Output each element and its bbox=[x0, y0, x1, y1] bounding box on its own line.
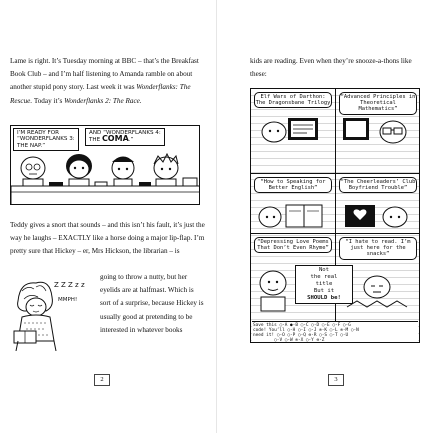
book-cheerleaders-club bbox=[337, 175, 419, 231]
kid-heart-book-drawing bbox=[337, 195, 419, 231]
code-label-1: Save this bbox=[253, 323, 277, 328]
book-cover-grid bbox=[250, 88, 420, 343]
para1-title-race: Wonderflanks 2: The Race. bbox=[64, 96, 142, 105]
grid-divider-row2 bbox=[251, 233, 420, 234]
speech-bubble-right bbox=[85, 128, 165, 146]
mumble-text: MMPH! bbox=[58, 297, 78, 303]
illustration-sleeping-librarian bbox=[10, 271, 98, 351]
book-title-depressing-love-poems: “Depressing Love Poems That Don’t Even Rhyme” bbox=[254, 237, 332, 253]
book-title-hate-to-read: “I hate to read. I’m just here for the snacks” bbox=[339, 237, 417, 260]
code-letters-3: ○-O ○-P ○-Q ⊗-R ○-S ○-T ○-U bbox=[276, 333, 349, 338]
page-number-right: 3 bbox=[328, 374, 344, 386]
code-letters-2: ○-H ○-I ○-J ⊗-K ○-L ⊗-M ○-N bbox=[287, 328, 359, 333]
code-letters-4: ○-V ○-W ⊗-X ○-Y ⊗-Z bbox=[274, 338, 325, 343]
paragraph-hickey: going to throw a nutty, but her eyelids are at halfmast. Which is sort of a surprise, because Hickey is usually good at pretending to be interested in whatever books bbox=[100, 273, 204, 334]
note-line-2: the real bbox=[310, 274, 338, 280]
speech-bubble-left: I’M READY FOR “WONDERFLANKS 3: THE NAP.” bbox=[13, 128, 79, 151]
code-label-2: code! You’ll bbox=[253, 328, 285, 333]
kid-open-book-drawing bbox=[252, 195, 334, 231]
book-title-cheerleaders-club: “The Cheerleaders’ Club Boyfriend Trouble” bbox=[339, 177, 417, 193]
para1-text-b: Today it’s bbox=[32, 96, 65, 105]
comic-panel-classroom bbox=[10, 125, 200, 205]
speech-right-post: .” bbox=[128, 137, 134, 144]
secret-code-key bbox=[252, 321, 418, 341]
page-number-left: 2 bbox=[94, 374, 110, 386]
book-title-elf-wars: Elf Wars of Darthon: The Dragonsbane Trilogy bbox=[254, 92, 332, 108]
kid-reading-drawing bbox=[252, 96, 334, 146]
not-the-real-title-note bbox=[295, 265, 353, 304]
book-advanced-principles bbox=[337, 90, 419, 146]
grid-divider-row1 bbox=[251, 173, 420, 174]
librarian-drawing bbox=[10, 271, 98, 351]
left-page bbox=[0, 0, 216, 433]
book-how-to-speaking bbox=[252, 175, 334, 231]
speech-right-pre: AND “WONDERFLANKS 4: THE bbox=[89, 130, 161, 144]
kid-with-note-drawing bbox=[255, 253, 295, 313]
para1-title-rescue: Wonderflanks: The Rescue. bbox=[10, 83, 191, 105]
book-elf-wars bbox=[252, 90, 334, 146]
para1-text-a: Lame is right. It’s Tuesday morning at BBC – that’s the Breakfast Book Club – and I’m half listening to Amanda ramble on about another stupid pony story. Last week it was bbox=[10, 57, 199, 92]
paragraph-teddy-snort: Teddy gives a snort that sounds – and this isn’t his fault, it’s just the way he laughs – EXACTLY like a horse doing a major lip-flap. I’m pretty sure that Hickey – er, Mrs Hickson, the librarian – is bbox=[10, 221, 205, 256]
code-row-4 bbox=[253, 338, 417, 343]
note-line-1: Not bbox=[318, 267, 330, 273]
book-title-advanced-principles: “Advanced Principles in Theoretical Mathematics” bbox=[339, 92, 417, 115]
note-line-3: title bbox=[315, 281, 333, 287]
paragraph-snooze-books: kids are reading. Even when they’re snooze-a-thons like these: bbox=[250, 57, 412, 79]
book-title-how-to-speaking: “How to Speaking for Better English” bbox=[254, 177, 332, 193]
code-letters-1: ○-A ●-B ○-C ○-D ○-E ○-F ○-G bbox=[279, 323, 351, 328]
glasses-kid-drawing bbox=[337, 96, 419, 146]
paragraph-bbc-intro bbox=[10, 55, 206, 108]
speech-right-coma: COMA bbox=[101, 134, 129, 144]
note-line-5: SHOULD be! bbox=[307, 295, 341, 301]
code-label-3: need it! bbox=[253, 333, 275, 338]
snore-text: Z Z Z z z bbox=[54, 281, 85, 289]
note-line-4: But it bbox=[313, 288, 335, 294]
